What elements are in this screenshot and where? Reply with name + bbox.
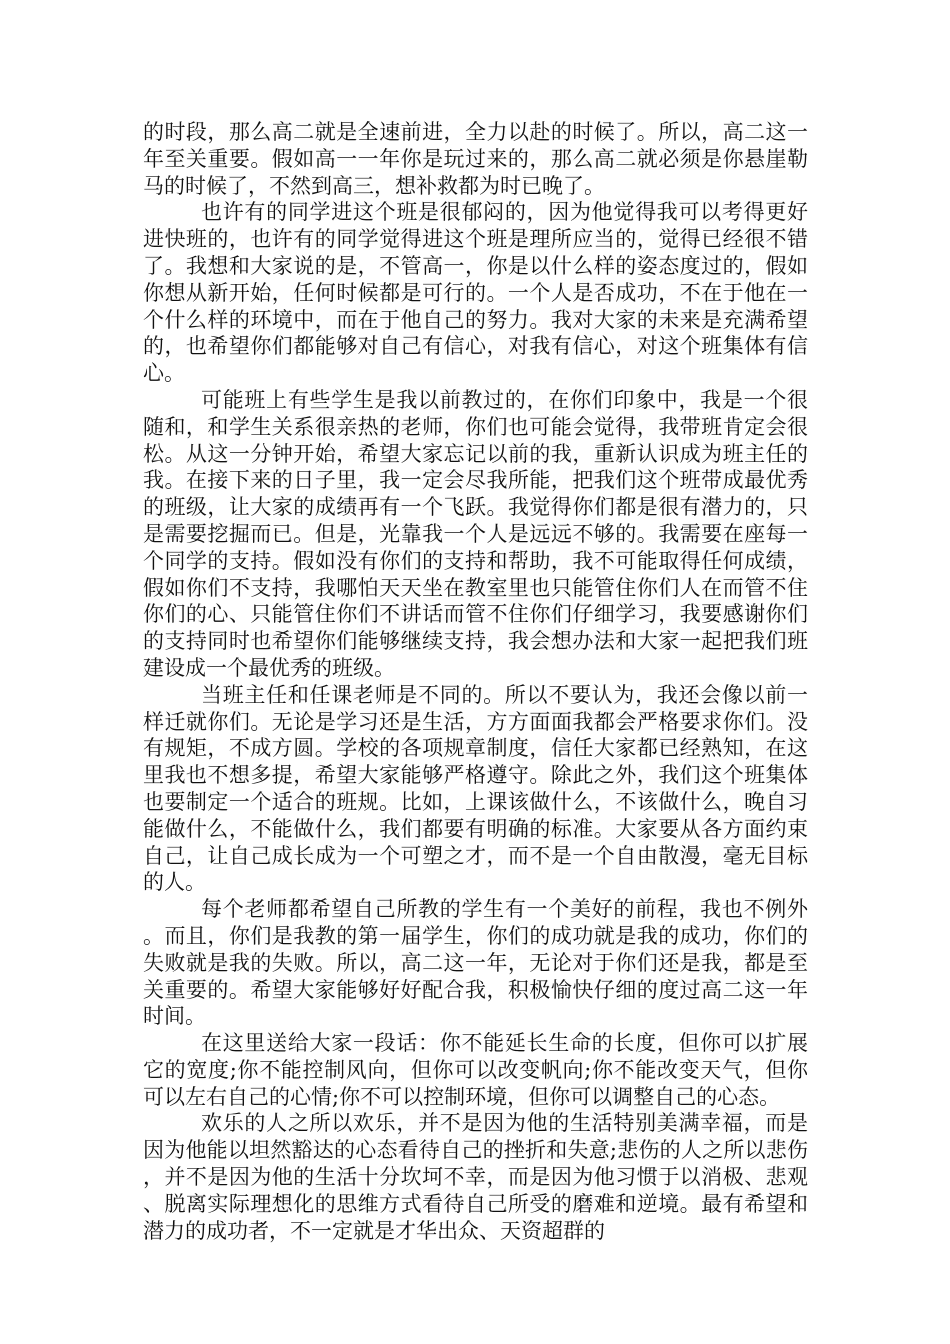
paragraph-1: 的时段，那么高二就是全速前进，全力以赴的时候了。所以，高二这一年至关重要。假如高一一年你是玩过来的，那么高二就必须是你悬崖勒马的时候了，不然到高三，想补救都为时已晚了。	[143, 120, 808, 198]
paragraph-3: 可能班上有些学生是我以前教过的，在你们印象中，我是一个很随和，和学生关系很亲热的老师，你们也可能会觉得，我带班肯定会很松。从这一分钟开始，希望大家忘记以前的我，重新认识成为班主任的我。在接下来的日子里，我一定会尽我所能，把我们这个班带成最优秀的班级，让大家的成绩再有一个飞跃。我觉得你们都是很有潜力的，只是需要挖掘而已。但是，光靠我一个人是远远不够的。我需要在座每一个同学的支持。假如没有你们的支持和帮助，我不可能取得任何成绩，假如你们不支持，我哪怕天天坐在教室里也只能管住你们人在而管不住你们的心、只能管住你们不讲话而管不住你们仔细学习，我要感谢你们的支持同时也希望你们能够继续支持，我会想办法和大家一起把我们班建设成一个最优秀的班级。	[143, 387, 808, 680]
paragraph-6: 在这里送给大家一段话：你不能延长生命的长度，但你可以扩展它的宽度;你不能控制风向，但你可以改变帆向;你不能改变天气，但你可以左右自己的心情;你不可以控制环境，但你可以调整自己的心态。	[143, 1031, 808, 1109]
document-body	[143, 119, 808, 1244]
paragraph-4: 当班主任和任课老师是不同的。所以不要认为，我还会像以前一样迁就你们。无论是学习还是生活，方方面面我都会严格要求你们。没有规矩，不成方圆。学校的各项规章制度，信任大家都已经熟知，在这里我也不想多提，希望大家能够严格遵守。除此之外，我们这个班集体也要制定一个适合的班规。比如，上课该做什么，不该做什么，晚自习能做什么，不能做什么，我们都要有明确的标准。大家要从各方面约束自己，让自己成长成为一个可塑之才，而不是一个自由散漫，毫无目标的人。	[143, 682, 808, 895]
paragraph-7: 欢乐的人之所以欢乐，并不是因为他的生活特别美满幸福，而是因为他能以坦然豁达的心态看待自己的挫折和失意;悲伤的人之所以悲伤，并不是因为他的生活十分坎坷不幸，而是因为他习惯于以消极、悲观、脱离实际理想化的思维方式看待自己所受的磨难和逆境。最有希望和潜力的成功者，不一定就是才华出众、天资超群的	[143, 1111, 808, 1243]
paragraph-5: 每个老师都希望自己所教的学生有一个美好的前程，我也不例外。而且，你们是我教的第一届学生，你们的成功就是我的成功，你们的失败就是我的失败。所以，高二这一年，无论对于你们还是我，都是至关重要的。希望大家能够好好配合我，积极愉快仔细的度过高二这一年时间。	[143, 897, 808, 1029]
paragraph-2: 也许有的同学进这个班是很郁闷的，因为他觉得我可以考得更好进快班的，也许有的同学觉得进这个班是理所应当的，觉得已经很不错了。我想和大家说的是，不管高一，你是以什么样的姿态度过的，假如你想从新开始，任何时候都是可行的。一个人是否成功，不在于他在一个什么样的环境中，而在于他自己的努力。我对大家的未来是充满希望的，也希望你们都能够对自己有信心，对我有信心，对这个班集体有信心。	[143, 200, 808, 386]
